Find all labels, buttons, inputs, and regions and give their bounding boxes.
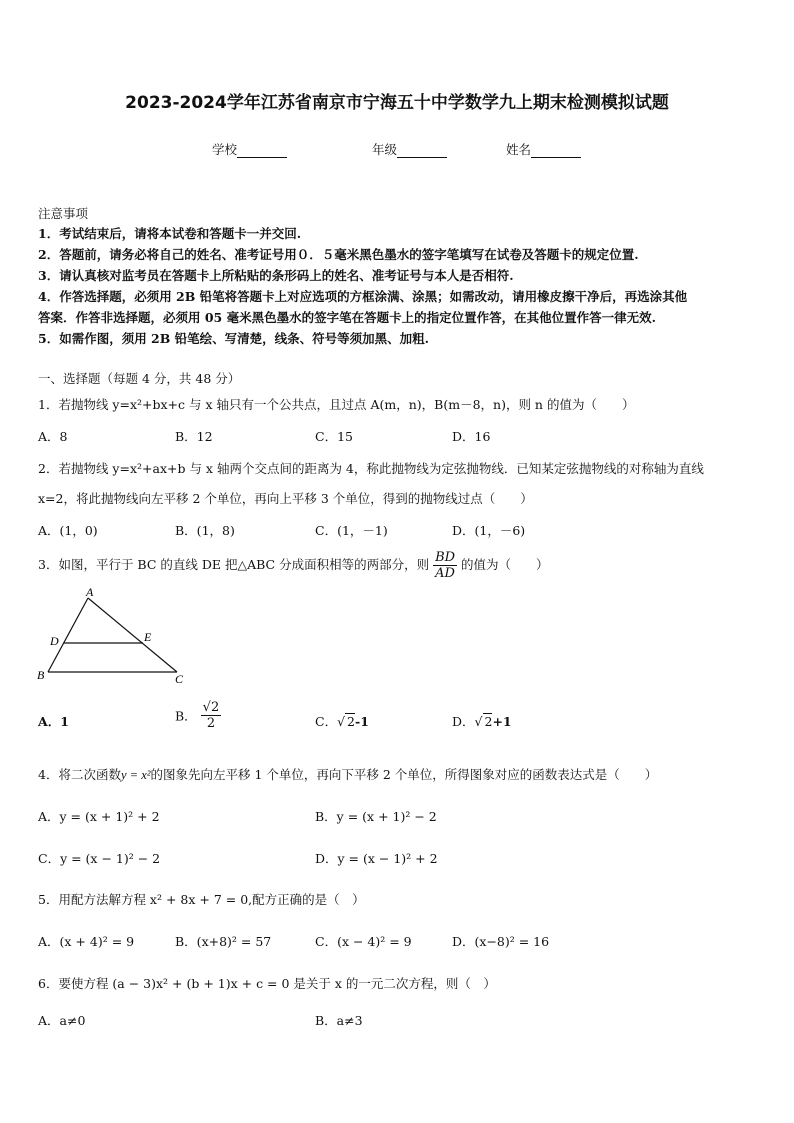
q4-stem-expression: y = x² (120, 768, 151, 782)
q3-option-b (175, 700, 221, 731)
q3-option-c: C．√ 2-1 (315, 714, 369, 729)
q2-option-a: A．(1，0) (38, 523, 98, 538)
notice-item-3: 3．请认真核对监考员在答题卡上所粘贴的条形码上的姓名、准考证号与本人是否相符. (38, 268, 514, 283)
name-blank (531, 145, 581, 158)
school-label: 学校 (212, 142, 238, 157)
q1-option-c: C．15 (315, 429, 353, 444)
grade-blank (397, 145, 447, 158)
q3-stem-text: 3．如图，平行于 BC 的直线 DE 把△ABC 分成面积相等的两部分，则 (38, 557, 430, 572)
school-field (212, 140, 287, 158)
q2-option-b: B．(1，8) (175, 523, 235, 538)
notice-item-5: 5．如需作图，须用 2B 铅笔绘、写清楚，线条、符号等须加黑、加粗. (38, 331, 430, 346)
q2-stem-line2: x=2，将此抛物线向左平移 2 个单位，再向上平移 3 个单位，得到的抛物线过点（ ） (38, 491, 533, 506)
q3-option-c-prefix: C． (315, 714, 338, 729)
name-label: 姓名 (506, 142, 532, 157)
q5-option-d: D．(x−8)² = 16 (452, 934, 550, 949)
notice-item-1: 1．考试结束后，请将本试卷和答题卡一并交回. (38, 226, 302, 241)
q3-option-d-suffix: +1 (492, 714, 512, 729)
q5-option-b: B．(x+8)² = 57 (175, 934, 272, 949)
q2-stem-line1: 2．若抛物线 y=x²+ax+b 与 x 轴两个交点间的距离为 4，称此抛物线为定弦抛物线．已知某定弦抛物线的对称轴为直线 (38, 461, 704, 476)
q3-option-c-suffix: -1 (355, 714, 369, 729)
q6-option-b: B．a≠3 (315, 1013, 363, 1028)
q3-option-b-fraction (201, 700, 222, 731)
section-heading: 一、选择题（每题 4 分，共 48 分） (38, 371, 241, 386)
q4-stem-text: 4．将二次函数 (38, 767, 121, 782)
grade-label: 年级 (372, 142, 398, 157)
q4-option-b: B．y = (x + 1)² − 2 (315, 809, 437, 824)
q1-option-a: A．8 (38, 429, 68, 444)
q4-stem (38, 765, 657, 783)
triangle-figure (30, 584, 200, 688)
school-blank (237, 145, 287, 158)
q3-fraction-numerator: BD (435, 550, 456, 565)
q3-stem (38, 548, 549, 582)
q3-option-b-numerator: √2 (202, 700, 220, 715)
q3-option-a: A．1 (38, 714, 69, 729)
label-c: C (175, 672, 184, 686)
q3-option-d-prefix: D． (452, 714, 475, 729)
notice-item-4-cont: 答案．作答非选择题，必须用 05 毫米黑色墨水的签字笔在答题卡上的指定位置作答，在其他位置作答一律无效. (38, 310, 656, 325)
page-title: 2023-2024学年江苏省南京市宁海五十中学数学九上期末检测模拟试题 (125, 93, 669, 113)
q5-option-a: A．(x + 4)² = 9 (38, 934, 135, 949)
q2-option-c: C．(1，－1) (315, 523, 388, 538)
notice-item-4: 4．作答选择题，必须用 2B 铅笔将答题卡上对应选项的方框涂满、涂黑；如需改动，请用橡皮擦干净后，再选涂其他 (38, 289, 688, 304)
label-d: D (50, 634, 59, 648)
q4-option-c: C．y = (x − 1)² − 2 (38, 851, 161, 866)
q6-option-a: A．a≠0 (38, 1013, 86, 1028)
q3-option-b-prefix: B． (175, 708, 197, 724)
q3-stem-tail: 的值为（ ） (461, 557, 549, 572)
name-field (506, 140, 581, 158)
q4-option-a: A．y = (x + 1)² + 2 (38, 809, 160, 824)
label-e: E (144, 630, 152, 644)
q1-option-d: D．16 (452, 429, 491, 444)
q5-stem: 5．用配方法解方程 x² + 8x + 7 = 0,配方正确的是（ ） (38, 892, 365, 907)
q1-stem: 1．若抛物线 y=x²+bx+c 与 x 轴只有一个公共点，且过点 A(m，n)，B(m－8，n)，则 n 的值为（ ） (38, 397, 635, 412)
q3-fraction (433, 550, 457, 581)
q4-stem-tail: 的图象先向左平移 1 个单位，再向下平移 2 个单位，所得图象对应的函数表达式是（ ） (150, 767, 658, 782)
q2-option-d: D．(1，－6) (452, 523, 526, 538)
q5-option-c: C．(x − 4)² = 9 (315, 934, 412, 949)
q3-option-b-denominator: 2 (206, 716, 216, 731)
side-ac (88, 598, 177, 672)
q3-fraction-denominator: AD (435, 566, 455, 581)
notice-item-2: 2．答题前，请务必将自己的姓名、准考证号用０．５毫米黑色墨水的签字笔填写在试卷及答题卡的规定位置. (38, 247, 639, 262)
q1-option-b: B．12 (175, 429, 213, 444)
q4-option-d: D．y = (x − 1)² + 2 (315, 851, 438, 866)
q3-option-d-radicand: 2 (484, 714, 493, 729)
label-b: B (37, 668, 45, 682)
notice-heading: 注意事项 (38, 206, 89, 221)
grade-field (372, 140, 447, 158)
q3-option-c-radicand: 2 (347, 714, 355, 729)
q3-option-d: D．√ 2+1 (452, 714, 512, 729)
q6-stem: 6．要使方程 (a − 3)x² + (b + 1)x + c = 0 是关于 x 的一元二次方程，则（ ） (38, 976, 496, 991)
label-a: A (86, 585, 94, 599)
